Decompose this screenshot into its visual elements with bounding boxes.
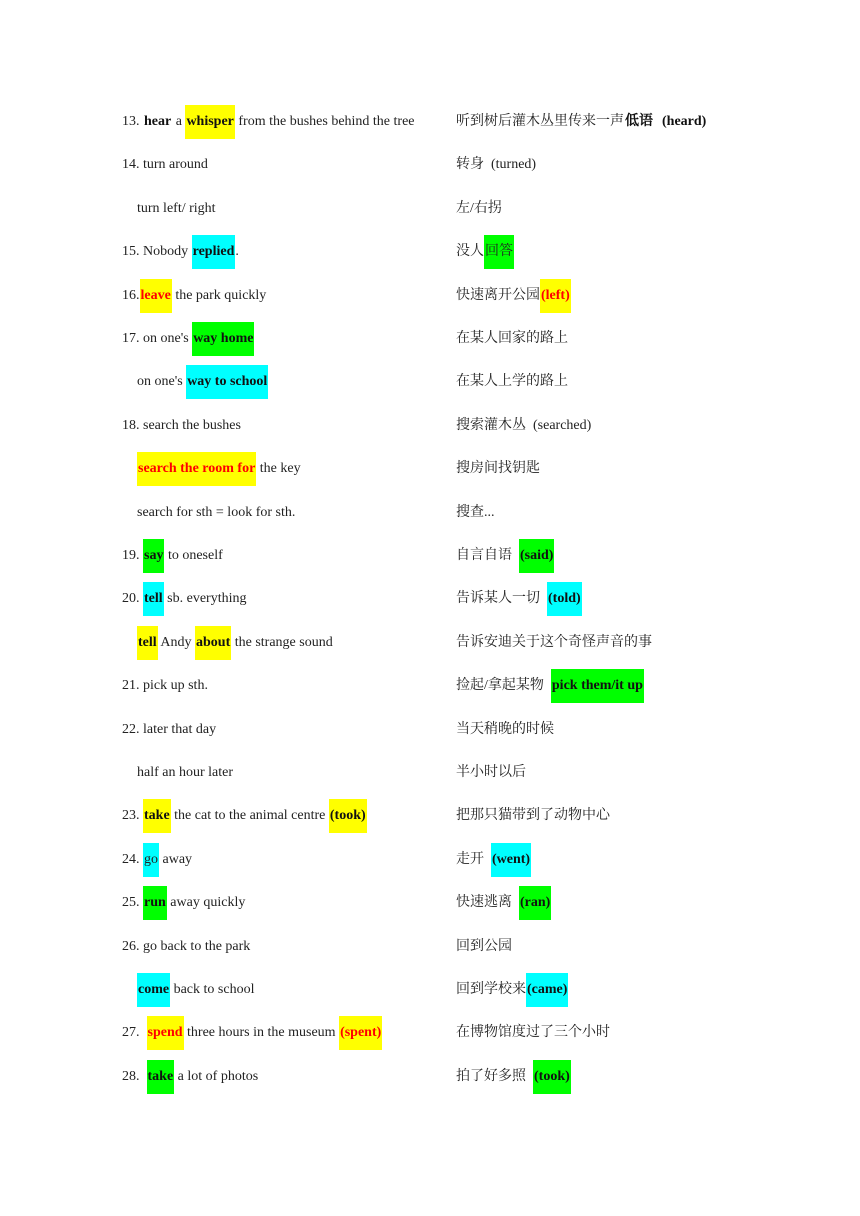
text-segment: away quickly [166,895,246,911]
text-segment: 听到树后灌木丛里传来一声 [456,114,624,129]
highlighted-term: whisper [185,105,234,139]
text-segment: 自言自语 [456,548,519,563]
highlighted-term: (told) [547,582,582,616]
chinese-translation [456,322,568,356]
text-segment: 当天稍晚的时候 [456,721,554,737]
vocab-row [0,539,860,573]
english-phrase [122,799,367,833]
item-number: 23. [122,808,140,824]
text-segment: half an hour later [137,765,234,780]
text-segment: 在某人上学的路上 [456,374,568,390]
highlighted-term: about [195,626,231,660]
highlighted-term: say [143,539,164,573]
item-number: 13. [122,114,140,129]
vocab-row [0,105,860,139]
english-phrase [137,496,295,530]
english-phrase [122,1016,382,1050]
text-segment: to oneself [164,548,223,563]
vocab-row [0,452,860,486]
chinese-translation [456,886,551,920]
vocab-row [0,930,860,964]
chinese-translation [456,973,568,1007]
text-segment: . [235,244,239,260]
chinese-translation [456,669,644,703]
highlighted-term: tell [143,582,164,616]
text-segment: 转身 (turned) [456,157,537,173]
text-segment: on one's [137,374,187,390]
vocab-row [0,669,860,703]
text-segment: the key [256,461,301,477]
highlighted-term: (came) [526,973,568,1007]
text-segment: go back to the park [139,938,251,954]
english-phrase [122,148,208,182]
text-segment: 快速逃离 [456,895,519,911]
vocab-row [0,973,860,1007]
text-segment [140,1016,147,1050]
text-segment: 把那只猫带到了动物中心 [456,808,610,824]
item-number: 14. [122,157,140,173]
chinese-translation [456,452,540,486]
vocab-row [0,148,860,182]
item-number: 16. [122,287,140,303]
text-segment: the park quickly [171,287,267,303]
english-phrase [122,930,250,964]
text-segment: turn left/ right [137,200,216,216]
highlighted-term: (went) [491,843,531,877]
text-segment: pick up sth. [139,678,208,694]
chinese-translation [456,192,502,226]
text-segment: the cat to the animal centre [170,808,329,824]
highlighted-term: take [147,1060,175,1094]
text-segment: Nobody [139,244,192,260]
item-number: 15. [122,244,140,260]
text-segment: 回到公园 [456,938,512,954]
text-segment: 搜查... [456,504,495,520]
vocab-row [0,713,860,747]
highlighted-term: (heard) [662,114,707,129]
highlighted-term: leave [140,279,172,313]
text-segment: 左/右拐 [456,200,502,216]
chinese-translation [456,539,554,573]
english-phrase [122,105,415,139]
item-number: 25. [122,895,140,911]
highlighted-term: way to school [186,365,268,399]
chinese-translation [456,496,495,530]
text-segment: 快速离开公园 [456,287,540,303]
text-segment: 搜房间找钥匙 [456,461,540,477]
chinese-translation [456,409,591,443]
item-number: 22. [122,721,140,737]
chinese-translation [456,713,554,747]
item-number: 28. [122,1068,140,1084]
vocab-row [0,1060,860,1094]
text-segment: sb. everything [163,591,247,607]
text-segment: from the bushes behind the tree [234,114,415,129]
highlighted-term: come [137,973,170,1007]
chinese-translation [456,365,568,399]
vocab-row [0,322,860,356]
highlighted-term: search the room for [137,452,256,486]
highlighted-term: 回答 [484,235,514,269]
chinese-translation [456,105,707,139]
highlighted-term: hear [144,114,172,129]
english-phrase [122,279,266,313]
item-number: 24. [122,851,140,867]
text-segment: 捡起/拿起某物 [456,678,551,694]
chinese-translation [456,235,514,269]
highlighted-term: take [143,799,171,833]
text-segment: 回到学校来 [456,982,526,997]
highlighted-term: 低语 [625,114,653,129]
text-segment: a [172,114,186,129]
vocab-row [0,279,860,313]
highlighted-term: tell [137,626,158,660]
english-phrase [137,192,216,226]
vocab-row [0,886,860,920]
english-phrase [122,713,216,747]
text-segment: 在某人回家的路上 [456,331,568,346]
highlighted-term: go [143,843,159,877]
vocab-row [0,843,860,877]
vocab-row [0,192,860,226]
vocab-row [0,1016,860,1050]
text-segment: back to school [170,982,255,997]
english-phrase [122,235,239,269]
highlighted-term: (ran) [519,886,551,920]
text-segment: 告诉安迪关于这个奇怪声音的事 [456,634,652,650]
chinese-translation [456,279,571,313]
chinese-translation [456,799,610,833]
text-segment: search the bushes [139,417,241,433]
item-number: 19. [122,548,140,563]
item-number: 20. [122,591,140,607]
vocab-row [0,799,860,833]
vocab-row [0,582,860,616]
english-phrase [122,582,246,616]
english-phrase [122,1060,258,1094]
chinese-translation [456,1016,610,1050]
vocab-row [0,756,860,790]
item-number: 21. [122,678,140,694]
vocab-row [0,235,860,269]
text-segment: 半小时以后 [456,765,526,780]
vocab-row [0,496,860,530]
item-number: 17. [122,331,140,346]
chinese-translation [456,626,652,660]
highlighted-term: spend [147,1016,184,1050]
vocab-row [0,409,860,443]
highlighted-term: way home [192,322,254,356]
highlighted-term: replied [192,235,236,269]
highlighted-term: (took) [533,1060,571,1094]
highlighted-term: pick them/it up [551,669,644,703]
chinese-translation [456,756,526,790]
chinese-translation [456,843,531,877]
text-segment: a lot of photos [174,1068,259,1084]
text-segment: 没人 [456,244,484,260]
item-number: 26. [122,938,140,954]
text-segment: search for sth = look for sth. [137,504,296,520]
english-phrase [122,886,245,920]
highlighted-term: (said) [519,539,554,573]
text-segment: 搜索灌木丛 (searched) [456,417,592,433]
chinese-translation [456,1060,571,1094]
english-phrase [122,843,192,877]
text-segment: 在博物馆度过了三个小时 [456,1025,610,1041]
chinese-translation [456,930,512,964]
text-segment: 走开 [456,851,491,867]
vocab-row [0,626,860,660]
item-number: 18. [122,417,140,433]
highlighted-term: (took) [329,799,367,833]
item-number: 27. [122,1025,140,1041]
highlighted-term: (left) [540,279,571,313]
text-segment: 告诉某人一切 [456,591,547,607]
text-segment: on one's [139,331,193,346]
text-segment [140,1060,147,1094]
text-segment: later that day [139,721,217,737]
text-segment: turn around [139,157,208,173]
english-phrase [122,539,223,573]
english-phrase [122,669,208,703]
chinese-translation [456,148,536,182]
text-segment: 拍了好多照 [456,1068,533,1084]
english-phrase [137,756,233,790]
text-segment: Andy [157,634,195,650]
text-segment [654,105,661,139]
english-phrase [137,973,254,1007]
chinese-translation [456,582,582,616]
vocab-row [0,365,860,399]
text-segment: the strange sound [231,634,333,650]
highlighted-term: run [143,886,167,920]
english-phrase [137,626,333,660]
text-segment: away [159,851,193,867]
english-phrase [137,452,301,486]
english-phrase [137,365,268,399]
english-phrase [122,322,254,356]
english-phrase [122,409,241,443]
text-segment: three hours in the museum [183,1025,340,1041]
highlighted-term: (spent) [339,1016,382,1050]
